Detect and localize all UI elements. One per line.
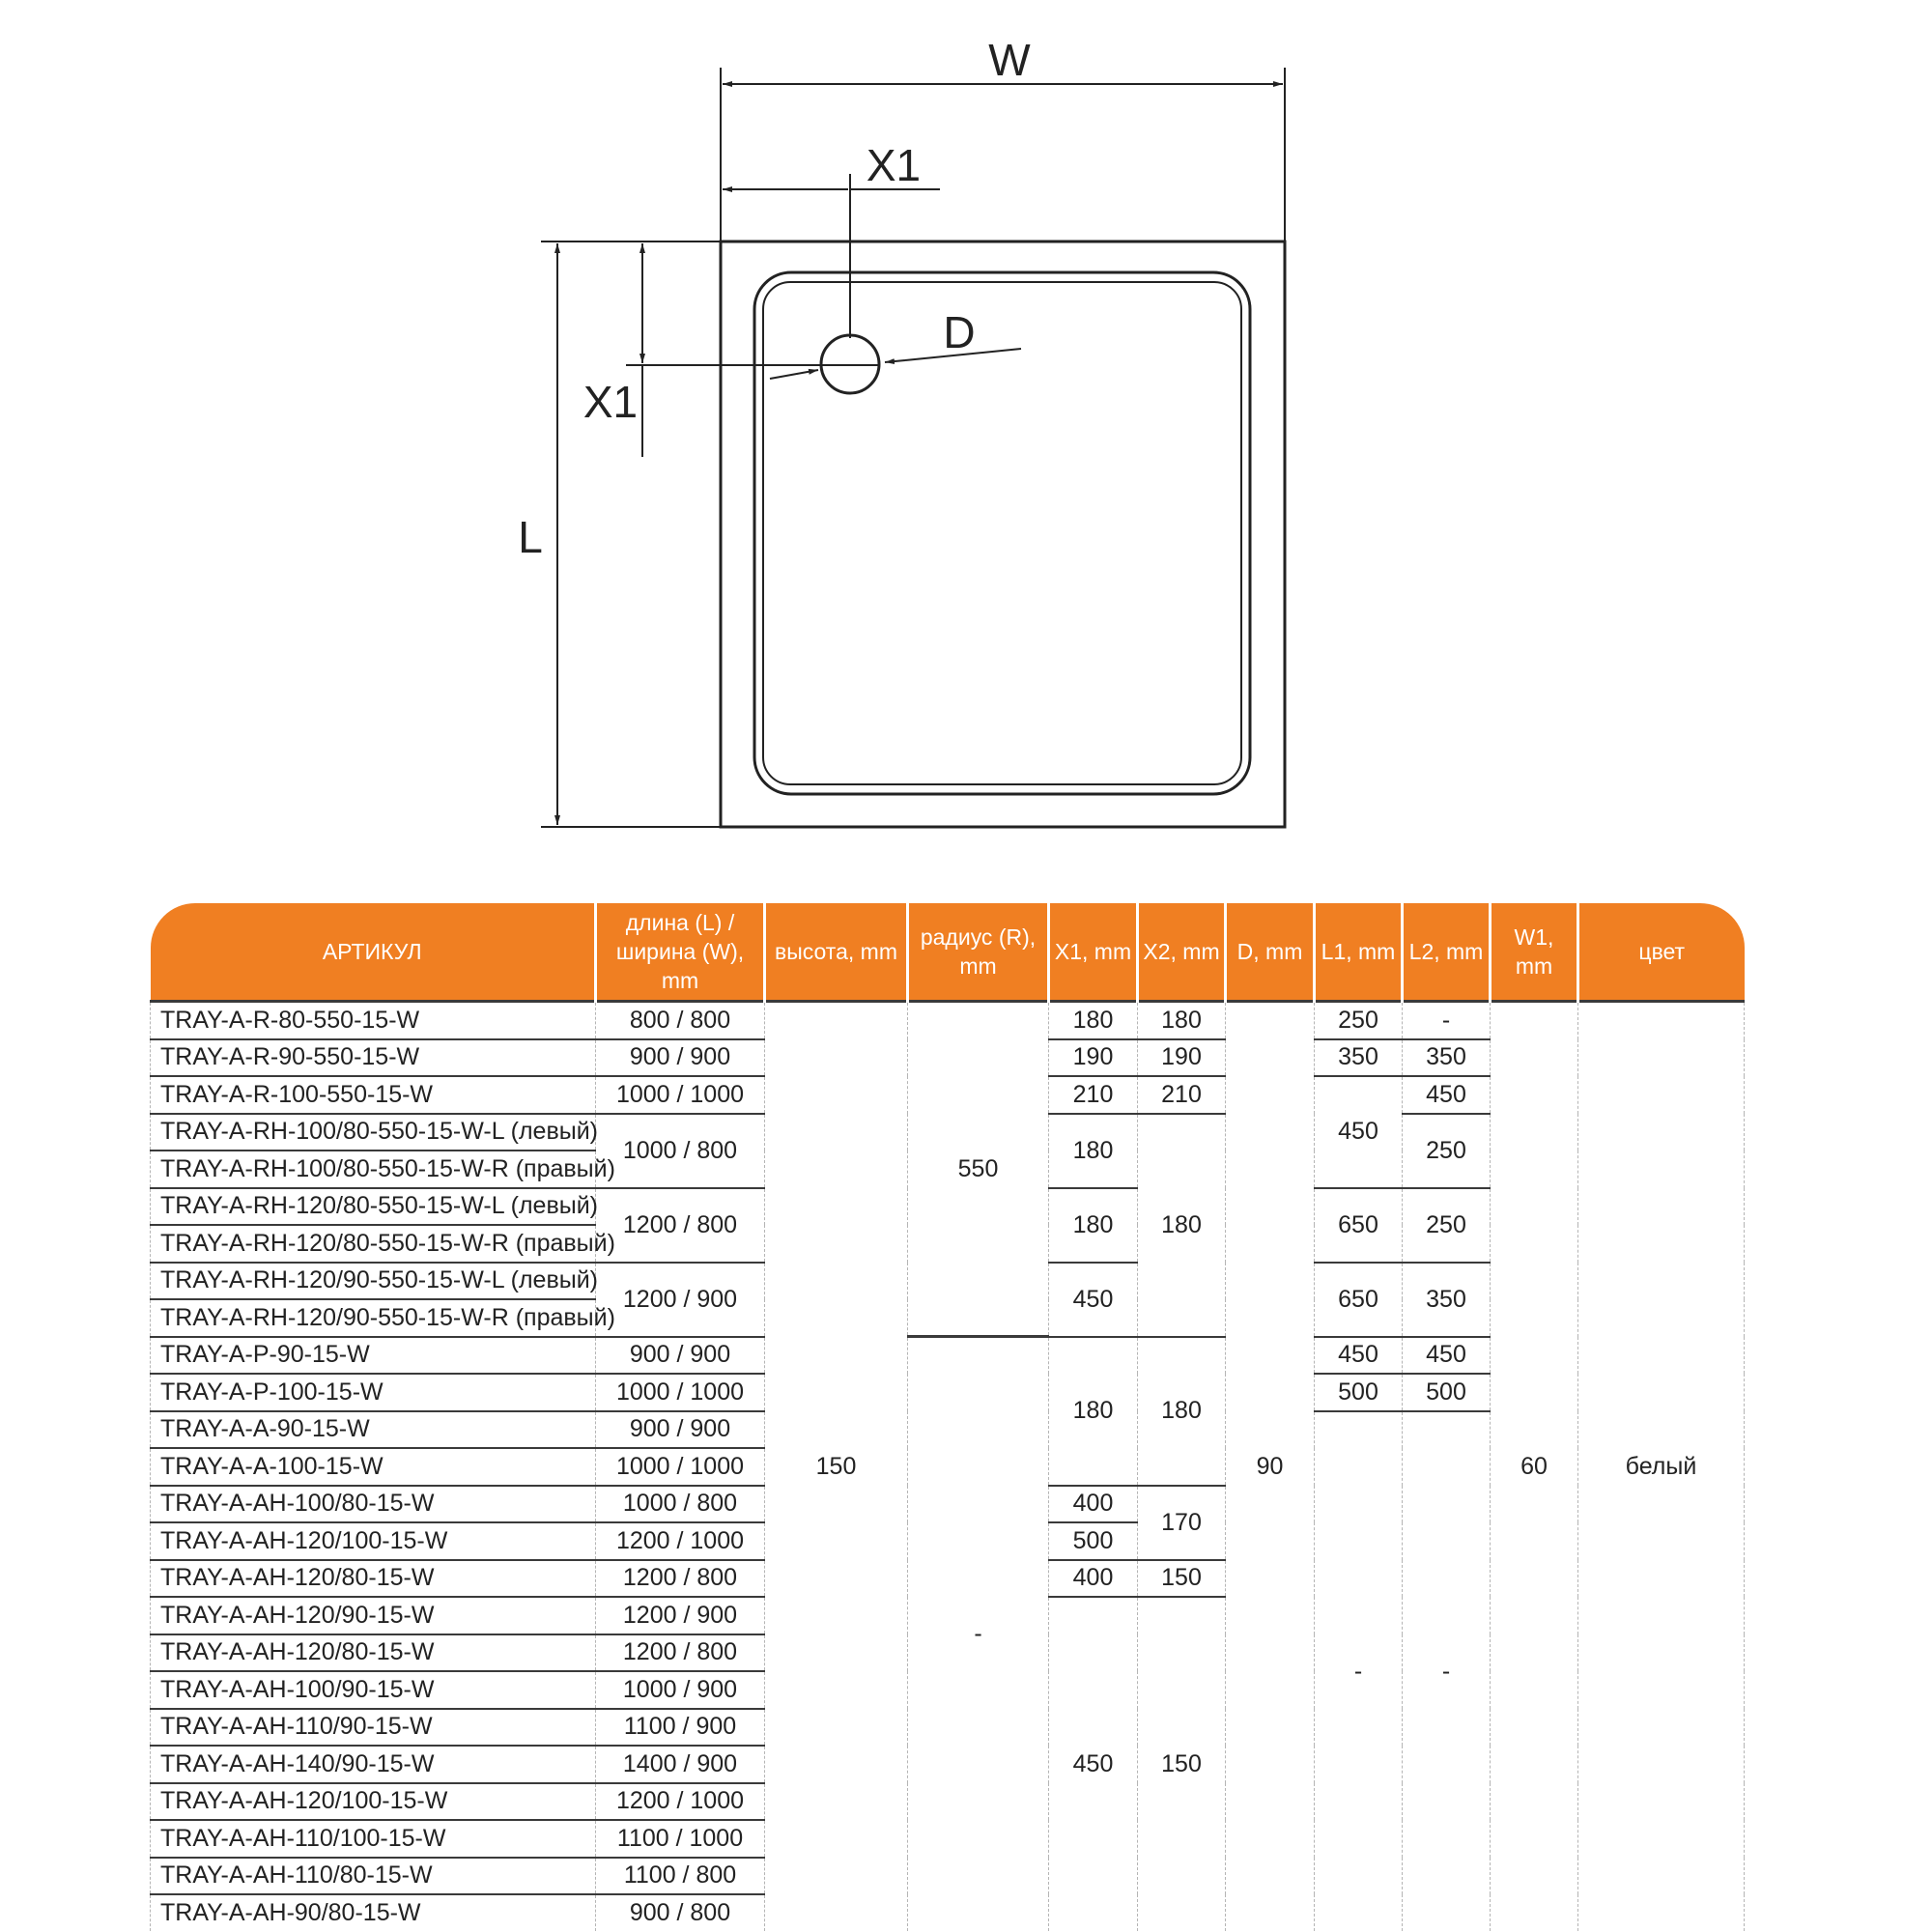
size-cell: 1200 / 800 — [596, 1634, 765, 1672]
shower-tray-drawing — [0, 0, 1932, 869]
specification-table — [150, 903, 1745, 1931]
article-cell: TRAY-A-R-80-550-15-W — [151, 1002, 596, 1039]
l1-cell: - — [1315, 1411, 1403, 1931]
header-height: высота, mm — [765, 903, 908, 1002]
l1-cell: 450 — [1315, 1076, 1403, 1188]
header-length-width: длина (L) / ширина (W), mm — [596, 903, 765, 1002]
tray-outline — [721, 242, 1285, 827]
article-cell: TRAY-A-A-100-15-W — [151, 1448, 596, 1486]
d-cell: 90 — [1226, 1002, 1315, 1931]
size-cell: 1200 / 900 — [596, 1263, 765, 1337]
article-cell: TRAY-A-P-100-15-W — [151, 1374, 596, 1411]
label-x1-left: X1 — [582, 377, 639, 427]
article-cell: TRAY-A-AH-120/100-15-W — [151, 1522, 596, 1560]
x2-cell: 180 — [1138, 1114, 1226, 1337]
article-cell: TRAY-A-AH-100/80-15-W — [151, 1486, 596, 1523]
x2-cell: 150 — [1138, 1597, 1226, 1931]
header-d: D, mm — [1226, 903, 1315, 1002]
x2-cell: 180 — [1138, 1337, 1226, 1486]
size-cell: 800 / 800 — [596, 1002, 765, 1039]
article-cell: TRAY-A-R-100-550-15-W — [151, 1076, 596, 1114]
article-cell: TRAY-A-RH-120/90-550-15-W-R (правый) — [151, 1299, 596, 1337]
x2-cell: 170 — [1138, 1486, 1226, 1560]
height-cell: 150 — [765, 1002, 908, 1931]
size-cell: 1000 / 800 — [596, 1486, 765, 1523]
x2-cell: 190 — [1138, 1039, 1226, 1077]
size-cell: 1200 / 1000 — [596, 1522, 765, 1560]
article-cell: TRAY-A-AH-110/80-15-W — [151, 1858, 596, 1895]
x1-cell: 210 — [1049, 1076, 1138, 1114]
l2-cell: 350 — [1403, 1263, 1491, 1337]
label-x1-top: X1 — [866, 140, 922, 190]
size-cell: 1100 / 900 — [596, 1709, 765, 1747]
x1-cell: 450 — [1049, 1597, 1138, 1931]
l2-cell: - — [1403, 1002, 1491, 1039]
header-l1: L1, mm — [1315, 903, 1403, 1002]
x1-cell: 180 — [1049, 1002, 1138, 1039]
x1-cell: 180 — [1049, 1188, 1138, 1263]
size-cell: 1200 / 900 — [596, 1597, 765, 1634]
l1-cell: 500 — [1315, 1374, 1403, 1411]
article-cell: TRAY-A-AH-110/90-15-W — [151, 1709, 596, 1747]
article-cell: TRAY-A-RH-120/80-550-15-W-L (левый) — [151, 1188, 596, 1226]
x1-cell: 500 — [1049, 1522, 1138, 1560]
header-w1: W1, mm — [1491, 903, 1578, 1002]
label-w: W — [988, 35, 1031, 85]
header-article: АРТИКУЛ — [151, 903, 596, 1002]
size-cell: 1200 / 800 — [596, 1560, 765, 1598]
l1-cell: 650 — [1315, 1263, 1403, 1337]
table-header-row — [151, 903, 1745, 1002]
header-x2: X2, mm — [1138, 903, 1226, 1002]
size-cell: 1100 / 800 — [596, 1858, 765, 1895]
article-cell: TRAY-A-AH-90/80-15-W — [151, 1894, 596, 1931]
article-cell: TRAY-A-R-90-550-15-W — [151, 1039, 596, 1077]
article-cell: TRAY-A-RH-120/80-550-15-W-R (правый) — [151, 1225, 596, 1263]
size-cell: 1000 / 1000 — [596, 1076, 765, 1114]
article-cell: TRAY-A-AH-120/80-15-W — [151, 1560, 596, 1598]
l2-cell: 450 — [1403, 1076, 1491, 1114]
x1-cell: 180 — [1049, 1337, 1138, 1486]
color-cell: белый — [1578, 1002, 1745, 1931]
size-cell: 1400 / 900 — [596, 1746, 765, 1783]
size-cell: 1000 / 1000 — [596, 1448, 765, 1486]
x1-cell: 400 — [1049, 1486, 1138, 1523]
size-cell: 1000 / 1000 — [596, 1374, 765, 1411]
size-cell: 1000 / 800 — [596, 1114, 765, 1188]
l1-cell: 650 — [1315, 1188, 1403, 1263]
l2-cell: 250 — [1403, 1188, 1491, 1263]
size-cell: 900 / 900 — [596, 1337, 765, 1375]
radius-cell: 550 — [908, 1002, 1049, 1337]
article-cell: TRAY-A-A-90-15-W — [151, 1411, 596, 1449]
x2-cell: 180 — [1138, 1002, 1226, 1039]
x2-cell: 150 — [1138, 1560, 1226, 1598]
label-d: D — [943, 307, 976, 357]
l1-cell: 450 — [1315, 1337, 1403, 1375]
article-cell: TRAY-A-RH-100/80-550-15-W-R (правый) — [151, 1151, 596, 1188]
l2-cell: 250 — [1403, 1114, 1491, 1188]
size-cell: 1200 / 1000 — [596, 1783, 765, 1821]
article-cell: TRAY-A-RH-100/80-550-15-W-L (левый) — [151, 1114, 596, 1151]
l2-cell: 500 — [1403, 1374, 1491, 1411]
l1-cell: 350 — [1315, 1039, 1403, 1077]
article-cell: TRAY-A-AH-140/90-15-W — [151, 1746, 596, 1783]
radius-cell: - — [908, 1337, 1049, 1931]
x1-cell: 450 — [1049, 1263, 1138, 1337]
x1-cell: 400 — [1049, 1560, 1138, 1598]
size-cell: 900 / 900 — [596, 1411, 765, 1449]
l2-cell: 450 — [1403, 1337, 1491, 1375]
size-cell: 1100 / 1000 — [596, 1820, 765, 1858]
article-cell: TRAY-A-AH-120/90-15-W — [151, 1597, 596, 1634]
w1-cell: 60 — [1491, 1002, 1578, 1931]
article-cell: TRAY-A-AH-110/100-15-W — [151, 1820, 596, 1858]
article-cell: TRAY-A-AH-120/80-15-W — [151, 1634, 596, 1672]
header-l2: L2, mm — [1403, 903, 1491, 1002]
label-l: L — [518, 512, 543, 562]
article-cell: TRAY-A-RH-120/90-550-15-W-L (левый) — [151, 1263, 596, 1300]
x2-cell: 210 — [1138, 1076, 1226, 1114]
size-cell: 900 / 900 — [596, 1039, 765, 1077]
l2-cell: - — [1403, 1411, 1491, 1931]
header-x1: X1, mm — [1049, 903, 1138, 1002]
size-cell: 1200 / 800 — [596, 1188, 765, 1263]
l2-cell: 350 — [1403, 1039, 1491, 1077]
size-cell: 900 / 800 — [596, 1894, 765, 1931]
article-cell: TRAY-A-P-90-15-W — [151, 1337, 596, 1375]
x1-cell: 180 — [1049, 1114, 1138, 1188]
article-cell: TRAY-A-AH-120/100-15-W — [151, 1783, 596, 1821]
header-color: цвет — [1578, 903, 1745, 1002]
l1-cell: 250 — [1315, 1002, 1403, 1039]
table-row — [151, 1002, 1745, 1039]
header-radius: радиус (R), mm — [908, 903, 1049, 1002]
size-cell: 1000 / 900 — [596, 1671, 765, 1709]
x1-cell: 190 — [1049, 1039, 1138, 1077]
article-cell: TRAY-A-AH-100/90-15-W — [151, 1671, 596, 1709]
